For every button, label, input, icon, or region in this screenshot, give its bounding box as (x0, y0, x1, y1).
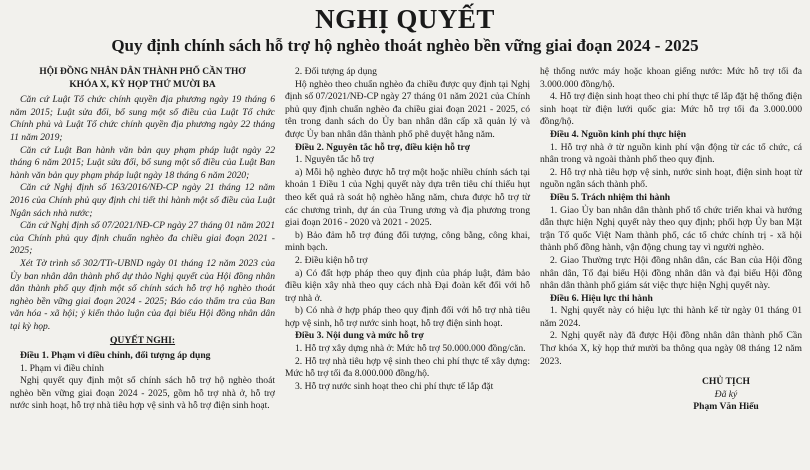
clause-text: 1. Hỗ trợ xây dựng nhà ở: Mức hỗ trợ 50.000.000 đồng/căn. (295, 343, 526, 355)
column-3 (540, 66, 802, 414)
clause-text: hệ thống nước máy hoặc khoan giếng nước: Mức hỗ trợ tối đa 3.000.000 đồng/hộ. (540, 66, 802, 90)
article-title: Điều 1. Phạm vi điều chỉnh, đối tượng áp dụng (20, 350, 211, 362)
clause-text: 2. Hỗ trợ nhà tiêu hợp vệ sinh theo chi phí thực tế xây dựng: Mức hỗ trợ tối đa 8.000.000 đồng/hộ. (285, 355, 530, 380)
clause-text: 1. Hỗ trợ nhà ở từ nguồn kinh phí vận động từ các tổ chức, cá nhân trong và ngoài thành phố theo quy định. (540, 141, 802, 166)
clause-text: a) Mỗi hộ nghèo được hỗ trợ một hoặc nhiều chính sách tại khoản 1 Điều 1 của Nghị quyết này dựa trên tiêu chí thiếu hụt theo kết quả rà soát hộ nghèo hằng năm, chưa được hỗ trợ từ các chương trình, dự án của Trung ương và địa phương trong giai đoạn 2016 - 2020 và 2021 - 2025. (285, 166, 530, 229)
signature-name: Phạm Văn Hiếu (693, 401, 759, 413)
clause-text: b) Bảo đảm hỗ trợ đúng đối tượng, công bằng, công khai, minh bạch. (285, 229, 530, 254)
clause-text: 1. Nghị quyết này có hiệu lực thi hành kể từ ngày 01 tháng 01 năm 2024. (540, 305, 802, 329)
legal-basis: Xét Tờ trình số 302/TTr-UBND ngày 01 tháng 12 năm 2023 của Ủy ban nhân dân thành phố dự thảo Nghị quyết của Hội đồng nhân dân thành phố quy định một số chính sách hỗ trợ hộ nghèo thoát nghèo bền vững giai đoạn 2024 - 2025; Báo cáo thẩm tra của Ban văn hóa - xã hội; ý kiến thảo luận của đại biểu Hội đồng nhân dân tại kỳ họp. (10, 257, 275, 332)
council-name: HỘI ĐỒNG NHÂN DÂN THÀNH PHỐ CẦN THƠ (39, 67, 246, 77)
clause: 2. Đối tượng áp dụng (295, 66, 377, 77)
clause-text: 4. Hỗ trợ điện sinh hoạt theo chi phí thực tế lắp đặt hệ thống điện sinh hoạt từ điện lưới quốc gia: Mức hỗ trợ tối đa 3.000.000 đồng/hộ. (540, 91, 802, 128)
legal-basis: Căn cứ Luật Ban hành văn bản quy phạm pháp luật ngày 22 tháng 6 năm 2015; Luật sửa đổi, bổ sung một số điều của Luật Ban hành văn bản quy phạm pháp luật ngày 18 tháng 6 năm 2020; (10, 144, 275, 181)
clause: 2. Điều kiện hỗ trợ (295, 254, 368, 266)
clause-text: 1. Giao Ủy ban nhân dân thành phố tổ chức triển khai và hướng dẫn thực hiện Nghị quyết này theo quy định; phối hợp Ủy ban Mặt trận Tổ quốc Việt Nam thành phố, các tổ chức chính trị - xã hội thành phố đồng hành, vận động chung tay vì người nghèo. (540, 204, 802, 254)
council-session: KHÓA X, KỲ HỌP THỨ MƯỜI BA (69, 79, 216, 90)
legal-basis: Căn cứ Luật Tổ chức chính quyền địa phương ngày 19 tháng 6 năm 2015; Luật sửa đổi, bổ sung một số điều của Luật Tổ chức Chính phủ và Luật Tổ chức chính quyền địa phương ngày 22 tháng 11 năm 2019; (10, 94, 275, 143)
resolve-heading: QUYẾT NGHỊ: (109, 335, 176, 347)
article-title: Điều 2. Nguyên tắc hỗ trợ, điều kiện hỗ trợ (295, 141, 471, 153)
doc-title: NGHỊ QUYẾT (315, 4, 495, 34)
article-title: Điều 3. Nội dung và mức hỗ trợ (295, 330, 424, 342)
article-title: Điều 5. Trách nhiệm thi hành (550, 191, 671, 203)
legal-basis: Căn cứ Nghị định số 163/2016/NĐ-CP ngày 21 tháng 12 năm 2016 của Chính phủ quy định chi tiết thi hành một số điều của Luật Ngân sách nhà nước; (10, 182, 275, 219)
clause-text: Hộ nghèo theo chuẩn nghèo đa chiều được quy định tại Nghị định số 07/2021/NĐ-CP ngày 27 tháng 01 năm 2021 của Chính phủ quy định chuẩn nghèo đa chiều giai đoạn 2021 - 2025, có tên trong danh sách do Ủy ban nhân dân cấp xã quản lý và được Ủy ban nhân dân thành phố phê duyệt hằng năm. (285, 78, 530, 140)
clause-text: b) Có nhà ở hợp pháp theo quy định đối với hỗ trợ nhà tiêu hợp vệ sinh, hỗ trợ nước sinh hoạt, hỗ trợ điện sinh hoạt. (285, 305, 530, 329)
column-2 (285, 66, 530, 393)
clause-text: 2. Giao Thường trực Hội đồng nhân dân, các Ban của Hội đồng nhân dân, Tổ đại biểu Hội đồng nhân dân và đại biểu Hội đồng nhân dân thành phố giám sát việc thực hiện Nghị quyết này. (540, 254, 802, 292)
article-title: Điều 4. Nguồn kinh phí thực hiện (550, 128, 687, 140)
article-title: Điều 6. Hiệu lực thi hành (550, 292, 653, 304)
clause-text: a) Có đất hợp pháp theo quy định của pháp luật, đảm bảo điều kiện xây nhà theo quy cách nhà Đại đoàn kết đối với hỗ trợ nhà ở. (285, 267, 530, 304)
clause-text: 3. Hỗ trợ nước sinh hoạt theo chi phí thực tế lắp đặt (295, 380, 494, 392)
clause-text: Nghị quyết quy định một số chính sách hỗ trợ hộ nghèo thoát nghèo bền vững giai đoạn 2024 - 2025, gồm hỗ trợ nhà ở, hỗ trợ nước sinh hoạt, hỗ trợ nhà tiêu hợp vệ sinh và hỗ trợ điện sinh hoạt. (10, 375, 275, 412)
doc-subtitle: Quy định chính sách hỗ trợ hộ nghèo thoát nghèo bền vững giai đoạn 2024 - 2025 (111, 36, 699, 55)
clause-text: 2. Hỗ trợ nhà tiêu hợp vệ sinh, nước sinh hoạt, điện sinh hoạt từ nguồn ngân sách thành phố. (540, 166, 802, 191)
signature-note: Đã ký (714, 388, 738, 400)
legal-basis: Căn cứ Nghị định số 07/2021/NĐ-CP ngày 27 tháng 01 năm 2021 của Chính phủ quy định chuẩn nghèo đa chiều giai đoạn 2021 - 2025; (10, 220, 275, 257)
signature-title: CHỦ TỊCH (701, 376, 751, 388)
clause: 1. Nguyên tắc hỗ trợ (295, 154, 374, 166)
clause-text: 2. Nghị quyết này đã được Hội đồng nhân dân thành phố Cần Thơ khóa X, kỳ họp thứ mười ba thông qua ngày 08 tháng 12 năm 2023. (540, 330, 802, 367)
column-1 (10, 66, 275, 413)
clause: 1. Phạm vi điều chỉnh (20, 362, 104, 374)
